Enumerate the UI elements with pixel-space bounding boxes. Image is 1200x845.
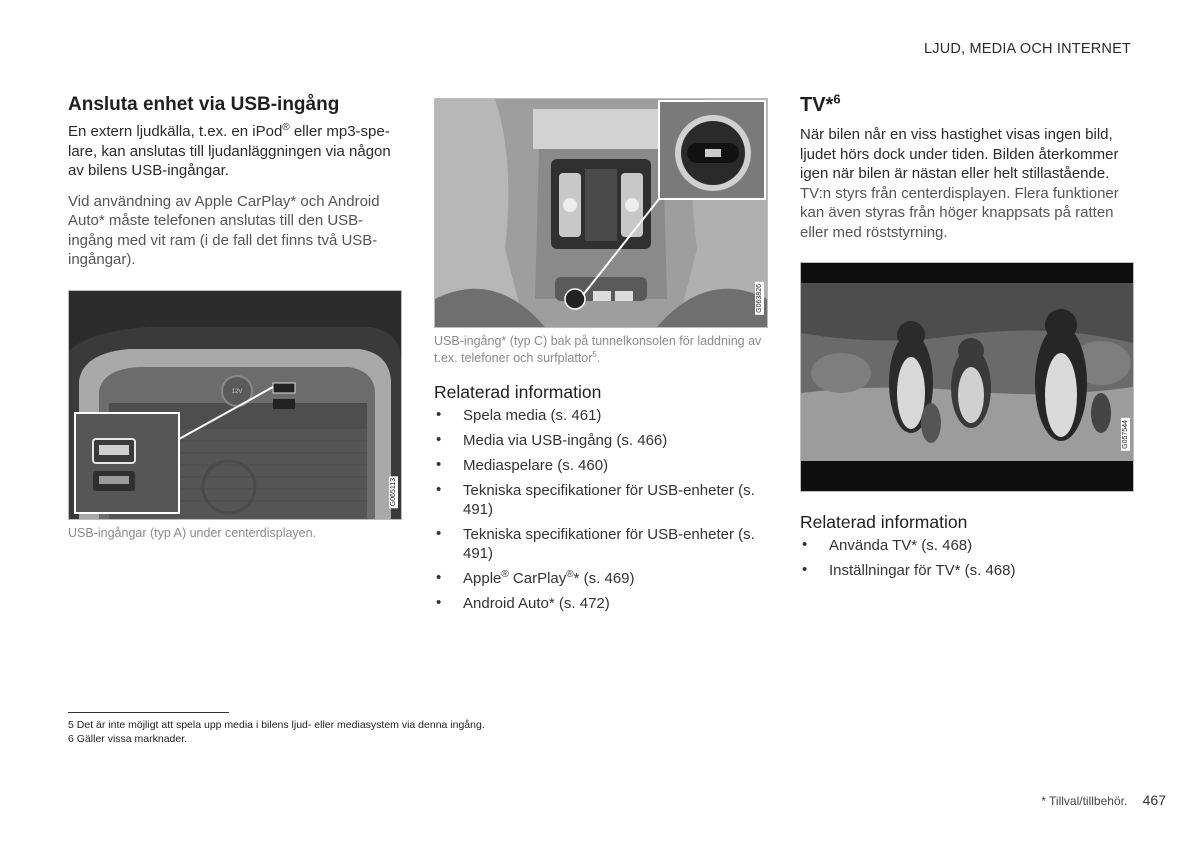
- usb-section: [68, 94, 402, 542]
- footnotes: [68, 718, 485, 746]
- usb-typea-figure: [68, 290, 402, 520]
- related-list: [434, 406, 768, 613]
- tv-body: När bilen når en viss hastighet visas ingen bild, ljudet hörs dock under tiden. Bilden återkommer igen när bilen är nästan eller helt stillastående.: [800, 126, 1119, 182]
- page-number: 467: [1142, 792, 1166, 808]
- footnote-6: 6 Gäller vissa marknader.: [68, 733, 188, 745]
- svg-text:12V: 12V: [231, 388, 243, 395]
- figure-code: G057544: [1122, 420, 1129, 449]
- usb-typea-caption: USB-ingångar (typ A) under centerdisplayen.: [68, 525, 317, 540]
- related-link[interactable]: • Använda TV* (s. 468): [802, 536, 973, 554]
- footnote-divider: [68, 712, 229, 713]
- figure-code: G063826: [756, 284, 763, 313]
- carplay-note: Vid användning av Apple CarPlay* och Android Auto* måste telefonen anslutas till den USB-ingång med vit ram (i de fall det finns två USB-ingångar).: [68, 192, 380, 268]
- usb-typec-caption: USB-ingång* (typ C) bak på tunnelkonsolen för laddning av t.ex. telefoner och surfplattor$^5$.: [434, 334, 762, 365]
- related-link[interactable]: • Tekniska specifikationer för USB-enheter (s. 491): [436, 525, 755, 562]
- usb-intro: En extern ljudkälla, t.ex. en iPod® eller mp3-spe-lare, kan anslutas till ljudanläggningen via någon av bilens USB-ingångar.: [68, 122, 391, 179]
- tv-section: [800, 91, 1134, 586]
- rear-console-illustration: [435, 99, 767, 327]
- related-list: [800, 536, 1134, 580]
- related-link[interactable]: • Inställningar för TV* (s. 468): [802, 561, 1016, 579]
- related-heading: Relaterad information: [800, 512, 968, 532]
- related-link[interactable]: • Mediaspelare (s. 460): [436, 456, 609, 474]
- related-info-tv: [800, 512, 1134, 580]
- tv-heading: TV*$^6$: [800, 91, 841, 116]
- page-footer: [1041, 792, 1166, 808]
- running-header: LJUD, MEDIA OCH INTERNET: [923, 41, 1131, 57]
- related-info-usb: [434, 382, 768, 613]
- related-heading: Relaterad information: [434, 382, 602, 402]
- tv-body-grey: TV:n styrs från centerdisplayen. Flera funktioner kan även styras från höger knappsats på ratten eller med röststyrning.: [800, 184, 1119, 241]
- related-link[interactable]: • Apple® CarPlay®* (s. 469): [436, 569, 635, 587]
- usb-heading: Ansluta enhet via USB-ingång: [68, 94, 340, 115]
- tv-screen-illustration: [801, 263, 1133, 491]
- related-link[interactable]: • Media via USB-ingång (s. 466): [436, 431, 668, 449]
- usb-typec-figure: [434, 98, 768, 328]
- usb-console-illustration: [69, 291, 401, 519]
- related-link[interactable]: • Spela media (s. 461): [436, 406, 602, 424]
- rear-usb-section: [434, 98, 768, 619]
- tv-figure: [800, 262, 1134, 492]
- figure-code: G065113: [390, 478, 397, 507]
- related-link[interactable]: • Tekniska specifikationer för USB-enheter (s. 491): [436, 481, 755, 518]
- accessory-note: * Tillval/tillbehör.: [1041, 794, 1128, 808]
- related-link[interactable]: • Android Auto* (s. 472): [436, 594, 610, 612]
- footnote-5: 5 Det är inte möjligt att spela upp media i bilens ljud- eller mediasystem via denna ingång.: [68, 719, 485, 731]
